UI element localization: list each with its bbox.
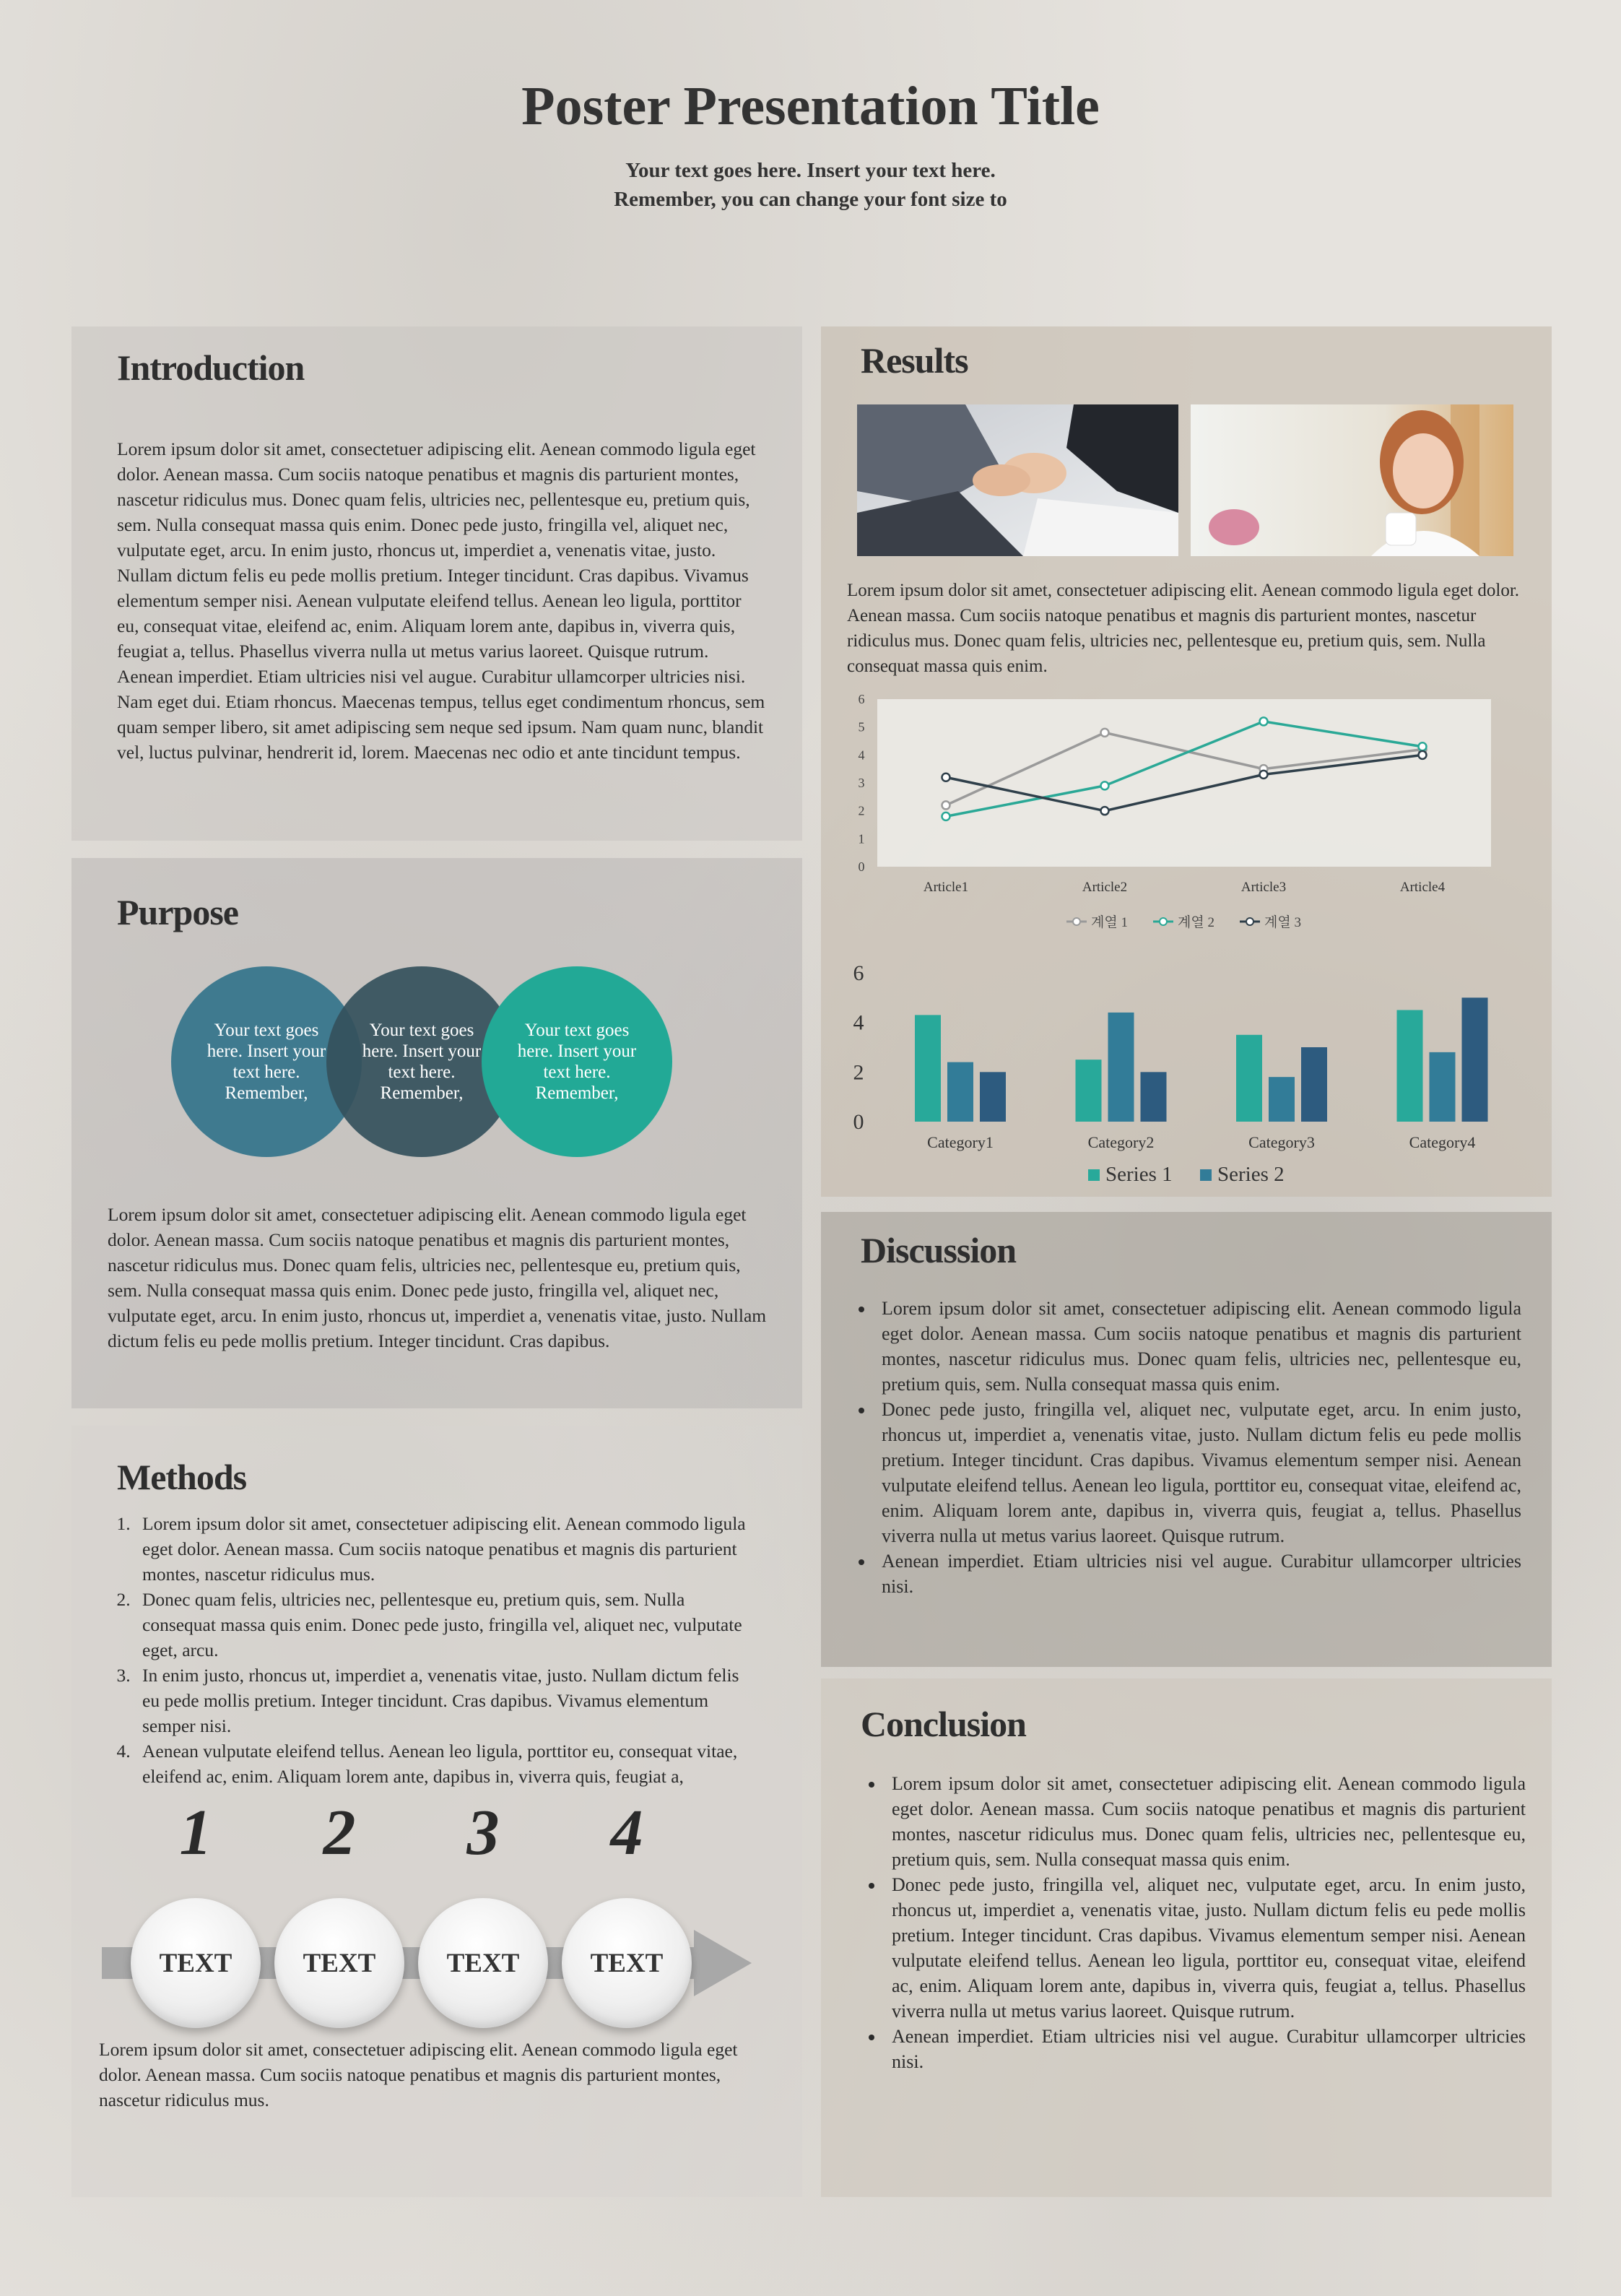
conclusion-list: [859, 1771, 1526, 2074]
bar-legend-1-swatch: [1088, 1169, 1100, 1181]
line-series-3-point-1: [942, 774, 950, 781]
step-circle-3: TEXT: [418, 1898, 548, 2028]
step-number-2: 2: [323, 1797, 356, 1868]
line-chart-xtick-1: Article1: [923, 880, 969, 895]
line-chart-ytick-6: 6: [858, 693, 865, 706]
methods-heading: Methods: [117, 1457, 247, 1497]
line-legend-2-marker: [1160, 918, 1167, 925]
line-chart-ytick-5: 5: [858, 719, 865, 735]
discussion-bullet-2: • Donec pede justo, fringilla vel, aliquet nec, vulputate eget, arcu. In enim justo, rhoncus ut, imperdiet a, venenatis vitae, justo. Nullam dictum felis eu pede mollis pretium. Integer tincidunt. Cras dapibus. Vivamus elementum semper nisi. Aenean vulputate eleifend tellus. Aenean leo ligula, porttitor eu, consequat vitae, eleifend ac, enim. Aliquam lorem ante, dapibus in, viverra quis, feugiat a, tellus. Phasellus viverra nulla ut metus varius laoreet. Quisque rutrum.: [874, 1397, 1521, 1548]
step-circle-1: TEXT: [131, 1898, 261, 2028]
poster-subtitle: [0, 156, 1621, 214]
process-arrow-head: [694, 1930, 752, 1996]
handshake-photo: [857, 404, 1178, 556]
discussion-heading: Discussion: [861, 1230, 1017, 1270]
bar-3-cat-1: [980, 1072, 1006, 1122]
conclusion-panel: [821, 1678, 1552, 2197]
bar-chart-ytick-0: 0: [853, 1110, 864, 1134]
methods-panel: [71, 1426, 802, 2197]
line-chart-ytick-4: 4: [858, 748, 865, 763]
bar-3-cat-3: [1301, 1047, 1327, 1122]
line-chart-xtick-4: Article4: [1399, 880, 1446, 895]
poster-title: Poster Presentation Title: [521, 76, 1100, 137]
discussion-list: [848, 1296, 1521, 1599]
line-series-3-point-2: [1101, 807, 1109, 815]
line-legend-1-marker: [1073, 918, 1080, 925]
bar-1-cat-3: [1236, 1035, 1262, 1122]
step-circle-4: TEXT: [562, 1898, 692, 2028]
results-body: Lorem ipsum dolor sit amet, consectetuer adipiscing elit. Aenean commodo ligula eget dolor. Aenean massa. Cum sociis natoque penatibus et magnis dis parturient montes, nascetur ridiculus mus. Donec quam felis, ultricies nec, pellentesque eu, pretium quis, sem. Nulla consequat massa quis enim.: [847, 581, 1520, 676]
methods-footer: Lorem ipsum dolor sit amet, consectetuer adipiscing elit. Aenean commodo ligula eget dolor. Aenean massa. Cum sociis natoque penatibus et magnis dis parturient montes, nascetur ridiculus mus.: [99, 2039, 738, 2110]
results-heading: Results: [861, 340, 968, 381]
bar-chart-ytick-2: 2: [853, 1060, 864, 1085]
discussion-panel: [821, 1212, 1552, 1667]
line-series-2-point-3: [1260, 717, 1268, 725]
line-series-1-point-2: [1101, 729, 1109, 737]
line-chart-xtick-2: Article2: [1082, 880, 1128, 895]
methods-item-4: 4. Aenean vulputate eleifend tellus. Aenean leo ligula, porttitor eu, consequat vitae, eleifend ac, enim. Aliquam lorem ante, dapibus in, viverra quis, feugiat a,: [135, 1738, 749, 1789]
line-chart-ytick-3: 3: [858, 776, 865, 790]
line-series-3-point-3: [1260, 771, 1268, 779]
introduction-heading: Introduction: [117, 347, 305, 388]
line-chart-ytick-2: 2: [858, 803, 865, 818]
line-chart-ytick-0: 0: [858, 859, 865, 874]
introduction-panel: [71, 326, 802, 841]
conclusion-bullet-3: • Aenean imperdiet. Etiam ultricies nisi vel augue. Curabitur ullamcorper ultricies nisi.: [885, 2024, 1526, 2074]
venn-circle-3: [482, 966, 672, 1157]
handshake-photo-art: [857, 404, 1178, 556]
line-legend-1-label: 계열 1: [1091, 915, 1128, 930]
bar-chart-xtick-3: Category3: [1248, 1133, 1315, 1151]
subtitle-line-2: Remember, you can change your font size to: [614, 188, 1007, 211]
line-series-2-point-4: [1419, 742, 1427, 750]
bar-chart: [850, 944, 1536, 1186]
introduction-body: Lorem ipsum dolor sit amet, consectetuer adipiscing elit. Aenean commodo ligula eget dolor. Aenean massa. Cum sociis natoque penatibus et magnis dis parturient montes, nascetur ridiculus mus. Donec quam felis, ultricies nec, pellentesque eu, pretium quis, sem. Nulla consequat massa quis enim. Donec pede justo, fringilla vel, aliquet nec, vulputate eget, arcu. In enim justo, rhoncus ut, imperdiet a, venenatis vitae, justo. Nullam dictum felis eu pede mollis pretium. Integer tincidunt. Cras dapibus. Vivamus elementum semper nisi. Aenean vulputate eleifend tellus. Aenean leo ligula, porttitor eu, consequat vitae, eleifend ac, enim. Aliquam lorem ante, dapibus in, viverra quis, feugiat a, tellus. Phasellus viverra nulla ut metus varius laoreet. Quisque rutrum. Aenean imperdiet. Etiam ultricies nisi vel augue. Curabitur ullamcorper ultricies nisi. Nam eget dui. Etiam rhoncus. Maecenas tempus, tellus eget condimentum rhoncus, sem quam semper libero, sit amet adipiscing sem neque sed ipsum. Nam quam nunc, blandit vel, luctus pulvinar, hendrerit id, lorem. Maecenas nec odio et ante tincidunt tempus.: [117, 438, 765, 763]
bar-2-cat-2: [1108, 1013, 1134, 1122]
discussion-bullet-1: • Lorem ipsum dolor sit amet, consectetuer adipiscing elit. Aenean commodo ligula eget dolor. Aenean massa. Cum sociis natoque penatibus et magnis dis parturient montes, nascetur ridiculus mus. Donec quam felis, ultricies nec, pellentesque eu, pretium quis, sem. Nulla consequat massa quis enim.: [874, 1296, 1521, 1397]
bar-2-cat-1: [947, 1062, 973, 1122]
purpose-heading: Purpose: [117, 892, 238, 932]
purpose-panel: [71, 858, 802, 1408]
conclusion-bullet-1: • Lorem ipsum dolor sit amet, consectetuer adipiscing elit. Aenean commodo ligula eget dolor. Aenean massa. Cum sociis natoque penatibus et magnis dis parturient montes, nascetur ridiculus mus. Donec quam felis, ultricies nec, pellentesque eu, pretium quis, sem. Nulla consequat massa quis enim.: [885, 1771, 1526, 1872]
line-chart-xtick-3: Article3: [1240, 880, 1287, 895]
methods-item-3: 3. In enim justo, rhoncus ut, imperdiet a, venenatis vitae, justo. Nullam dictum felis eu pede mollis pretium. Integer tincidunt. Cras dapibus. Vivamus elementum semper nisi.: [135, 1663, 749, 1738]
bar-3-cat-2: [1141, 1072, 1167, 1122]
line-series-1-point-1: [942, 801, 950, 809]
methods-item-1: 1. Lorem ipsum dolor sit amet, consectetuer adipiscing elit. Aenean commodo ligula eget dolor. Aenean massa. Cum sociis natoque penatibus et magnis dis parturient montes, nascetur ridiculus mus.: [135, 1511, 749, 1587]
bar-legend-2-label: Series 2: [1217, 1163, 1285, 1186]
bar-3-cat-4: [1462, 997, 1488, 1122]
step-circle-2: TEXT: [274, 1898, 404, 2028]
bar-2-cat-4: [1430, 1052, 1456, 1122]
bar-chart-xtick-1: Category1: [927, 1133, 994, 1151]
line-chart: [850, 693, 1536, 950]
conclusion-heading: Conclusion: [861, 1704, 1026, 1744]
results-panel: [821, 326, 1552, 1197]
bar-chart-xtick-2: Category2: [1087, 1133, 1155, 1151]
bar-1-cat-4: [1397, 1010, 1423, 1122]
woman-photo-art: [1191, 404, 1513, 556]
step-number-3: 3: [466, 1797, 500, 1868]
discussion-bullet-3: • Aenean imperdiet. Etiam ultricies nisi vel augue. Curabitur ullamcorper ultricies nisi.: [874, 1548, 1521, 1599]
step-number-1: 1: [179, 1797, 212, 1868]
bar-chart-xtick-4: Category4: [1409, 1133, 1476, 1151]
venn-circle-1-text: Your text goes here. Insert your text here. Remember,: [207, 1021, 326, 1103]
methods-list: [135, 1511, 749, 1789]
line-legend-2-label: 계열 2: [1178, 915, 1214, 930]
line-chart-ytick-1: 1: [858, 831, 865, 846]
line-legend-3-label: 계열 3: [1264, 915, 1301, 930]
methods-item-2: 2. Donec quam felis, ultricies nec, pellentesque eu, pretium quis, sem. Nulla consequat massa quis enim. Donec pede justo, fringilla vel, aliquet nec, vulputate eget, arcu.: [135, 1587, 749, 1663]
venn-circle-2-text: Your text goes here. Insert your text here. Remember,: [362, 1021, 482, 1103]
line-series-2-point-2: [1101, 781, 1109, 789]
line-series-3-point-4: [1419, 751, 1427, 759]
purpose-body: Lorem ipsum dolor sit amet, consectetuer adipiscing elit. Aenean commodo ligula eget dolor. Aenean massa. Cum sociis natoque penatibus et magnis dis parturient montes, nascetur ridiculus mus. Donec quam felis, ultricies nec, pellentesque eu, pretium quis, sem. Nulla consequat massa quis enim. Donec pede justo, fringilla vel, aliquet nec, vulputate eget, arcu. In enim justo, rhoncus ut, imperdiet a, venenatis vitae, justo. Nullam dictum felis eu pede mollis pretium. Integer tincidunt. Cras dapibus.: [108, 1204, 767, 1351]
bar-chart-ytick-4: 4: [853, 1010, 864, 1035]
subtitle-line-1: Your text goes here. Insert your text here.: [625, 159, 996, 182]
woman-photo: [1191, 404, 1513, 556]
bar-2-cat-3: [1269, 1077, 1295, 1122]
bar-chart-ytick-6: 6: [853, 961, 864, 985]
venn-circle-3-text: Your text goes here. Insert your text here. Remember,: [517, 1021, 637, 1103]
conclusion-bullet-2: • Donec pede justo, fringilla vel, aliquet nec, vulputate eget, arcu. In enim justo, rhoncus ut, imperdiet a, venenatis vitae, justo. Nullam dictum felis eu pede mollis pretium. Integer tincidunt. Cras dapibus. Vivamus elementum semper nisi. Aenean vulputate eleifend tellus. Aenean leo ligula, porttitor eu, consequat vitae, eleifend ac, enim. Aliquam lorem ante, dapibus in, viverra quis, feugiat a, tellus. Phasellus viverra nulla ut metus varius laoreet. Quisque rutrum.: [885, 1872, 1526, 2024]
step-number-4: 4: [610, 1797, 643, 1868]
line-legend-3-marker: [1246, 918, 1253, 925]
bar-legend-1-label: Series 1: [1105, 1163, 1173, 1186]
bar-1-cat-1: [915, 1015, 941, 1122]
bar-legend-2-swatch: [1200, 1169, 1212, 1181]
bar-1-cat-2: [1076, 1060, 1102, 1122]
line-series-2-point-1: [942, 813, 950, 820]
